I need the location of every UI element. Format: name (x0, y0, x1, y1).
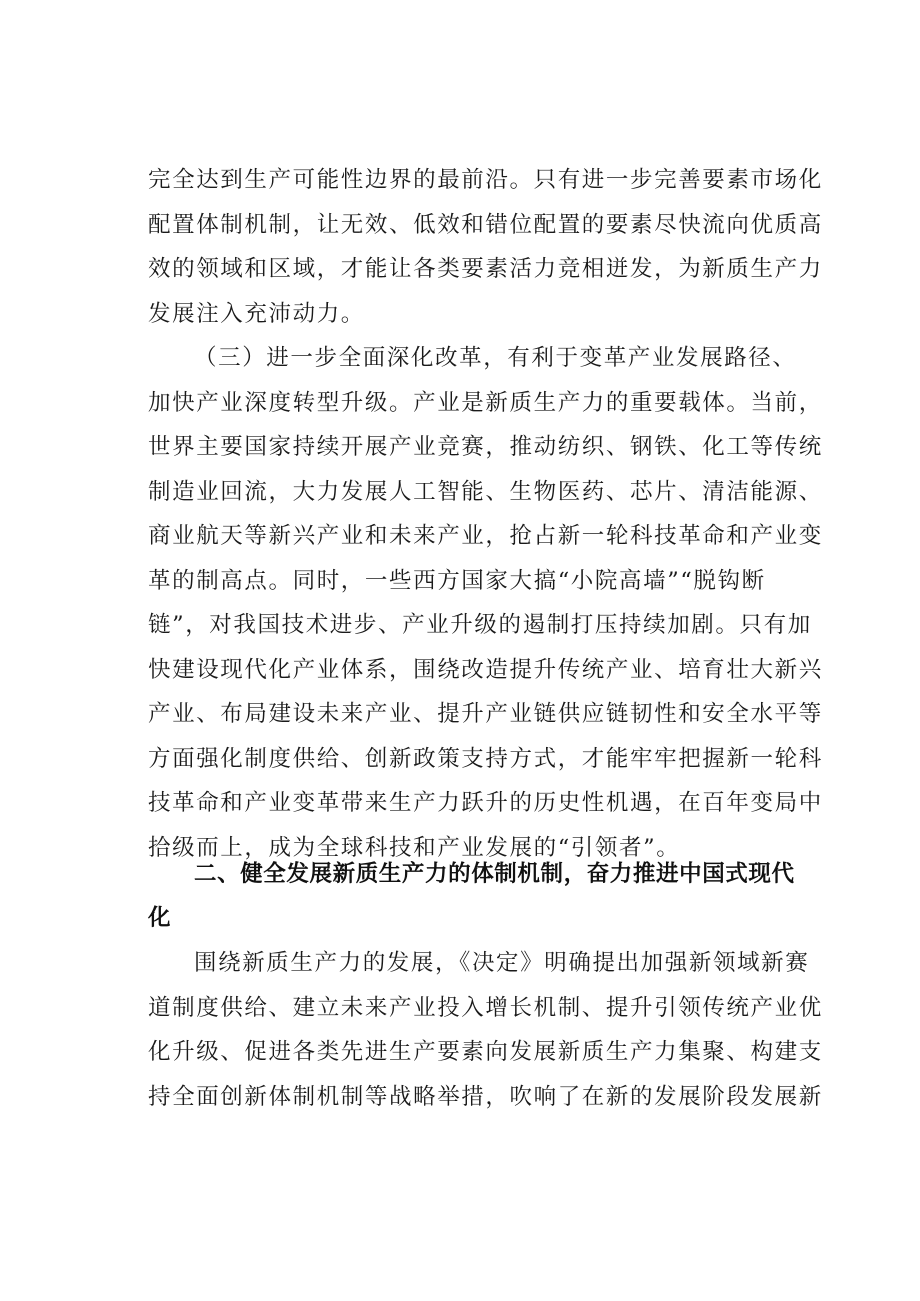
paragraph-factor-market (148, 158, 823, 336)
section-heading (148, 852, 828, 940)
heading-line: 二、健全发展新质生产力的体制机制，奋力推进中国式现代 (194, 861, 795, 887)
text-line: 持全面创新体制机制等战略举措，吹响了在新的发展阶段发展新 (148, 1083, 823, 1110)
text-line: 加快产业深度转型升级。产业是新质生产力的重要载体。当前， (148, 389, 823, 416)
text-line: 快建设现代化产业体系，围绕改造提升传统产业、培育壮大新兴 (148, 656, 823, 683)
text-line: 拾级而上，成为全球科技和产业发展的“引领者”。 (148, 834, 681, 861)
text-line: （三）进一步全面深化改革，有利于变革产业发展路径、 (194, 345, 797, 371)
text-line: 方面强化制度供给、创新政策支持方式，才能牢牢把握新一轮科 (148, 745, 823, 772)
text-line: 道制度供给、建立未来产业投入增长机制、提升引领传统产业优 (148, 994, 823, 1021)
text-line: 链”，对我国技术进步、产业升级的遏制打压持续加剧。只有加 (148, 612, 812, 638)
text-line: 围绕新质生产力的发展，《决定》明确提出加强新领域新赛 (194, 950, 810, 976)
text-line: 完全达到生产可能性边界的最前沿。只有进一步完善要素市场化 (148, 167, 823, 193)
text-line: 化升级、促进各类先进生产要素向发展新质生产力集聚、构建支 (148, 1039, 823, 1065)
text-line: 发展注入充沛动力。 (148, 300, 365, 327)
text-line: 商业航天等新兴产业和未来产业，抢占新一轮科技革命和产业变 (148, 523, 823, 549)
heading-line: 化 (148, 905, 172, 931)
text-line: 产业、布局建设未来产业、提升产业链供应链韧性和安全水平等 (148, 701, 823, 727)
text-line: 世界主要国家持续开展产业竞赛，推动纺织、钢铁、化工等传统 (148, 434, 823, 460)
text-line: 技革命和产业变革带来生产力跃升的历史性机遇，在百年变局中 (148, 790, 823, 816)
paragraph-decision-measures (148, 941, 823, 1119)
text-line: 效的领域和区域，才能让各类要素活力竞相迸发，为新质生产力 (148, 256, 823, 282)
paragraph-industry-transformation (148, 336, 823, 870)
text-line: 制造业回流，大力发展人工智能、生物医药、芯片、清洁能源、 (148, 478, 823, 505)
text-line: 革的制高点。同时，一些西方国家大搞“小院高墙”“脱钩断 (148, 567, 766, 594)
text-line: 配置体制机制，让无效、低效和错位配置的要素尽快流向优质高 (148, 211, 823, 238)
